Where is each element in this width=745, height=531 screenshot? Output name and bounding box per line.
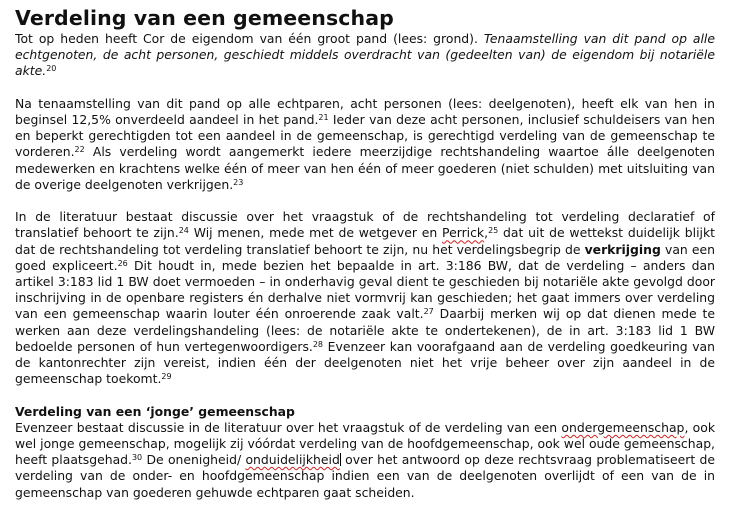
footnote-ref-21[interactable]: 21 (318, 113, 329, 122)
paragraph-2-sentence: Ieder van deze acht personen, inclusief schuldeisers van hen en beperkt gerechtigden tot een aandeel in de gemeenschap, is gerechtigd verdeling van de gemeenschap te vorderen. (15, 112, 715, 160)
paragraph-3-punct: , (484, 225, 489, 241)
paragraph-1-italic: Tenaamstelling van dit pand op alle echtgenoten, de acht personen, geschiedt middels overdracht van (gedeelten van) de eigendom bij notariële akte. (15, 31, 715, 79)
paragraph-1-text: Tot op heden heeft Cor de eigendom van één groot pand (lees: grond). (15, 31, 484, 46)
footnote-ref-24[interactable]: 24 (178, 226, 189, 236)
paragraph-3-sentence: Daarbij merken wij op dat dienen mede te werken aan deze verdelingshandeling (lees: de notariële akte te ondertekenen), de in art. 3:183 lid 1 BW bedoelde personen of hun vertegenwoordigers. (15, 306, 715, 354)
paragraph-3 (15, 209, 715, 387)
footnote-ref-25[interactable]: 25 (488, 226, 499, 236)
page-title: Verdeling van een gemeenschap (15, 6, 394, 30)
paragraph-2-sentence: Als verdeling wordt aangemerkt iedere meerzijdige rechtshandeling waartoe álle deelgenoten medewerken en krachtens welke één of meer van hen één of meer goederen (niet schulden) met uitsluiting van de overige deelgenoten verkrijgen. (15, 144, 715, 192)
spellcheck-word-onduidelijkheid[interactable]: onduidelijkheid (245, 452, 340, 468)
footnote-ref-26[interactable]: 26 (117, 258, 128, 268)
paragraph-3-sentence: dat uit de wettekst duidelijk blijkt dat de rechtshandeling tot verdeling translatief behoort te zijn, nu het verdelingsbegrip de (15, 225, 716, 257)
footnote-ref-28[interactable]: 28 (312, 339, 324, 349)
paragraph-4-sentence: Evenzeer bestaat discussie in de literatuur over het vraagstuk of de verdeling van een (15, 419, 562, 435)
paragraph-4-sentence: over het antwoord op deze rechtsvraag problematiseert de verdeling van de onder- en hoofdgemeenschap indien een van de deelgenoten overlijdt of een van de in gemeenschap van goederen gehuwde echtparen gaat scheiden. (15, 452, 715, 500)
footnote-ref-29[interactable]: 29 (161, 372, 172, 382)
paragraph-3-sentence: Dit houdt in, mede bezien het bepaalde in art. 3:186 BW, dat de verdeling – anders dan artikel 3:183 lid 1 BW doet vermoeden – in onderhavig geval dient te geschieden bij notariële akte gevolgd door inschrijving in de openbare registers én derhalve niet vormvrij kan geschieden; het gaat immers over verdeling van een gemeenschap waarin louter één onroerende zaak valt. (15, 257, 715, 322)
paragraph-3-sentence: In de literatuur bestaat discussie over het vraagstuk of de rechtshandeling tot verdeling declaratief of translatief behoort te zijn. (15, 209, 715, 241)
footnote-ref-22[interactable]: 22 (74, 145, 85, 155)
paragraph-4-sentence: , ook wel jonge gemeenschap, mogelijk zij vóórdat verdeling van de hoofdgemeenschap, ook wel oude gemeenschap, heeft plaatsgehad. (15, 419, 716, 468)
paragraph-3-sentence: Evenzeer kan voorafgaand aan de verdeling goedkeuring van de kantonrechter zijn vereist, indien één der deelgenoten niet het vrije beheer over zijn aandeel in de gemeenschap toekomt. (15, 338, 715, 387)
footnote-ref-20[interactable]: 20 (46, 64, 57, 74)
paragraph-3-sentence: van een goed expliceert. (15, 241, 715, 273)
spellcheck-word-perrick[interactable]: Perrick (442, 225, 485, 241)
paragraph-3-sentence: Wij menen, mede met de wetgever en (188, 225, 443, 241)
bold-term-verkrijging: verkrijging (584, 241, 661, 257)
paragraph-1 (15, 31, 715, 80)
section-heading: Verdeling van een ‘jonge’ gemeenschap (15, 403, 295, 419)
paragraph-4-sentence: De onenigheid/ (142, 452, 246, 468)
spellcheck-word-ondergemeenschap[interactable]: ondergemeenschap (561, 419, 685, 435)
paragraph-2 (15, 96, 715, 193)
footnote-ref-27[interactable]: 27 (423, 307, 434, 317)
document-page (15, 6, 715, 501)
paragraph-4 (15, 420, 715, 501)
footnote-ref-30[interactable]: 30 (131, 453, 143, 463)
footnote-ref-23[interactable]: 23 (233, 177, 244, 187)
paragraph-2-sentence: Na tenaamstelling van dit pand op alle echtparen, acht personen (lees: deelgenoten), heeft elk van hen in beginsel 12,5% onverdeeld aandeel in het pand. (15, 95, 715, 127)
